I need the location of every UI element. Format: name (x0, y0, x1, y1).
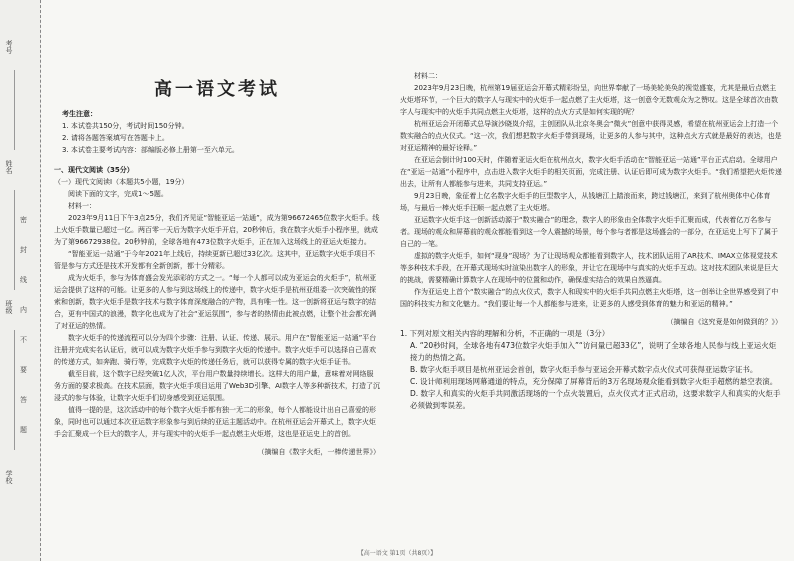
notice-item: 1. 本试卷共150分，考试时间150分钟。 (62, 122, 189, 130)
question-option-c: C. 设计师利用现场网幕通道的特点，充分保障了屏幕背后的3万名现场观众能看到数字火炬手超燃的悬空表演。 (410, 377, 778, 386)
fold-mark: 封 (20, 246, 27, 254)
question-option-a: A. “20秒时间，全球各地有473位数字火炬手加入”“访问量已超33亿”，说明了全球各地人民参与线上亚运火炬接力的热情之高。 (410, 341, 777, 362)
fold-mark: 题 (20, 426, 27, 434)
article-paragraph: 在亚运会倒计时100天时，伴随着亚运火炬在杭州点火，数字火炬手活动在“智能亚运一站通”平台正式启动。全球用户在“亚运一站通”小程序中，点击进入数字火炬手的相关页面，完成注册、认证后即可成为数字火炬手。“我们希望把火炬传递出去，让所有人都能参与进来，共同支持亚运。” (400, 156, 782, 188)
fold-mark: 答 (20, 396, 27, 404)
section-heading: 一、现代文阅读（35分） (54, 166, 134, 174)
binding-fill-line (14, 70, 15, 150)
exam-title: 高一语文考试 (154, 79, 280, 100)
left-column (54, 70, 380, 550)
notice-block (62, 108, 380, 156)
article-paragraph: 杭州亚运会开闭幕式总导演沙晓岚介绍，主创团队从北京冬奥会“微火”创意中获得灵感，希望在杭州亚运会上打造一个数实融合的点火仪式。“这一次，我们想把数字火炬手带到现场，让更多的人参与其中，这种点火方式就是最好的表达，也是对亚运精神的最好诠释。” (400, 120, 782, 152)
fold-mark: 密 (20, 216, 27, 224)
material-label: 材料一： (68, 202, 96, 210)
binding-label-name: 姓名 (5, 160, 13, 174)
binding-label-class: 班级 (5, 300, 13, 314)
reading-instruction: 阅读下面的文字，完成1～5题。 (68, 190, 168, 198)
article-paragraph: 亚运数字火炬手这一创新活动源于“数实融合”的理念，数字人的形象由全体数字火炬手汇聚而成，代表着亿万名参与者。现场的观众和屏幕前的观众都能看到这一令人震撼的场景，每个参与者都是这场盛会的一部分，在亚运史上写下了属于自己的一笔。 (400, 216, 778, 248)
right-column (400, 70, 782, 550)
article-paragraph: 值得一提的是，这次活动中的每个数字火炬手都有独一无二的形象，每个人都能设计出自己喜爱的形象，同时也可以通过本次亚运数字形象参与到后续的亚运主题活动中。在杭州亚运会开幕式上，数字火炬手会汇聚成一个巨大的数字人，并与现实中的火炬手一起点燃主火炬塔，这也是亚运史上的首创。 (54, 406, 376, 438)
fold-mark: 线 (20, 276, 27, 284)
article-paragraph: 2023年9月23日晚，杭州第19届亚运会开幕式精彩纷呈，向世界奉献了一场美轮美奂的视觉盛宴，尤其是最后点燃主火炬塔环节，一个巨大的数字人与现实中的火炬手一起点燃了主火炬塔，这一创意令无数观众为之赞叹。这是全球首次由数字人与现实中的火炬手共同点燃主火炬塔，这样的点火方式是如何实现的呢？ (400, 84, 778, 116)
fold-mark: 要 (20, 366, 27, 374)
article-source: （摘编自《数字火炬，一棒传递世界》） (257, 448, 380, 456)
question-1 (400, 328, 782, 412)
question-option-d: D. 数字人和真实的火炬手共同激活现场的一个点火装置后，点火仪式才正式启动，这要求数字人和真实的火炬手必须做到零误差。 (410, 389, 781, 410)
binding-fill-line (14, 190, 15, 290)
article-paragraph: 成为火炬手，参与为体育盛会发光添彩的方式之一。“每一个人都可以成为亚运会的火炬手”，杭州亚运会提供了这样的可能。让更多的人参与到这场线上的传递中，数字火炬手是杭州亚组委一次突破性的探索和创新，数字火炬手是数字技术与数字体育深度融合的产物，具有唯一性。这一创新将亚运与数字的结合，更有中国式的浪漫，数字化也成为了社会“亚运氛围”，参与者的热情由此被点燃，让整个社会都充满了对亚运的热情。 (54, 274, 377, 330)
article-paragraph: 截至目前，这个数字已经突破1亿人次，平台用户数量持续增长。这样大的用户量，意味着对网络服务方面的要求极高。在技术层面，数字火炬手项目运用了Web3D引擎、AI数字人等多种新技术，打造了沉浸式的参与体验，让数字火炬手们切身感受到亚运氛围。 (54, 370, 380, 402)
binding-fill-line (14, 330, 15, 450)
notice-item: 3. 本试卷主要考试内容：部编版必修上册第一至六单元。 (62, 146, 239, 154)
sub-section-heading: （一）现代文阅读Ⅰ（本题共5小题，19分） (54, 178, 189, 186)
article-paragraph: 数字火炬手的传递流程可以分为四个步骤：注册、认证、传递、展示。用户在“智能亚运一站通”平台注册并完成实名认证后，就可以成为数字火炬手参与到数字火炬的传递中。数字火炬手可以选择自己喜欢的传递方式，如奔跑、骑行等，完成数字火炬的传递任务后，就可以获得专属的数字火炬手证书。 (54, 334, 377, 366)
notice-heading: 考生注意： (62, 110, 97, 118)
article-paragraph: “智能亚运一站通”于今年2021年上线后，持续更新已超过33亿次。这其中，亚运数字火炬手项目不管是参与方式还是技术开发都有全新创新，都十分精彩。 (54, 250, 375, 270)
fold-mark: 内 (20, 306, 27, 314)
article-paragraph: 作为亚运史上首个“数实融合”的点火仪式，数字人和现实中的火炬手共同点燃主火炬塔，这一创举让全世界感受到了中国的科技实力和文化魅力。“我们要让每一个人都能参与进来，让更多的人感受到体育的魅力和亚运的精神。” (400, 288, 779, 308)
material-label: 材料二： (414, 72, 442, 80)
question-option-b: B. 数字火炬手项目是杭州亚运会首创，数字火炬手参与亚运会开幕式数字点火仪式可获得亚运数字证书。 (410, 365, 758, 374)
article-paragraph: 9月23日晚，象征着上亿名数字火炬手的巨型数字人，从钱塘江上踏浪而来，跨过钱塘江，来到了杭州奥体中心体育场，与最后一棒火炬手汪顺一起点燃了主火炬塔。 (400, 192, 771, 212)
question-options (400, 340, 782, 412)
article-source: （摘编自《这究竟是如何做到的？》） (666, 318, 782, 326)
article-paragraph: 2023年9月11日下午3点25分，我们齐见证“智能亚运一站通”，成为第96672465位数字火炬手。线上火炬手数量已超过一亿。两百零一天后为数字火炬手开启，20秒钟后，我在数字火炬手小程序里，就成为了第96672938位。20秒钟前，全球各地有473位数字火炬手，正在加入这场线上的亚运火炬接力。 (54, 214, 380, 246)
article-paragraph: 虚拟的数字火炬手，如何“现身”现场？为了让现场观众都能看到数字人，技术团队运用了AR技术、IMAX立体视觉技术等多种技术手段，在开幕式现场实时渲染出数字人的形象，并让它在现场中与真实的火炬手互动。这对技术团队来说是巨大的挑战，需要精确计算数字人在现场中的位置和动作，确保虚实结合的效果自然逼真。 (400, 252, 778, 284)
page-footer: 【高一语文 第1页（共8页）】 (357, 550, 437, 557)
binding-label-school: 学校 (5, 470, 13, 484)
notice-item: 2. 请将各题答案填写在答题卡上。 (62, 134, 169, 142)
question-stem: 1. 下列对原文相关内容的理解和分析，不正确的一项是（3分） (400, 329, 610, 338)
binding-strip (0, 0, 41, 561)
binding-label-exam-number: 考号 (5, 40, 13, 54)
fold-mark: 不 (20, 336, 27, 344)
